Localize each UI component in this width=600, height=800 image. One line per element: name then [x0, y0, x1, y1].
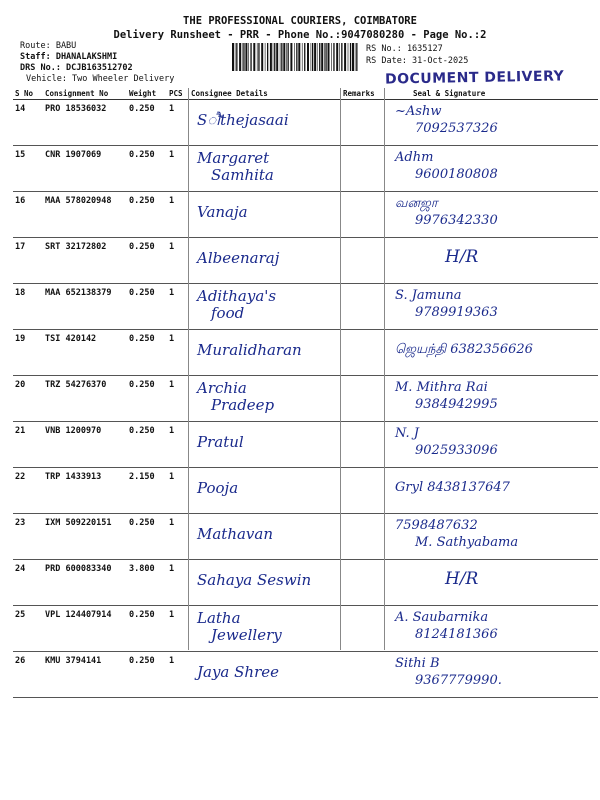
consignee-cell: [189, 560, 341, 606]
signature-handwriting: 7598487632: [395, 518, 478, 533]
consignment-no-cell: TSI 420142: [43, 330, 127, 376]
signature-cell: [385, 514, 598, 560]
column-divider: [188, 88, 189, 650]
sno-cell: 22: [13, 468, 43, 514]
consignment-no-cell: SRT 32172802: [43, 238, 127, 284]
consignee-handwriting: Vanaja: [197, 203, 248, 221]
signature-handwriting: M. Sathyabama: [415, 535, 519, 550]
signature-handwriting: 9789919363: [415, 305, 498, 320]
sno-cell: 23: [13, 514, 43, 560]
remarks-cell: [341, 376, 385, 422]
consignee-handwriting: Jewellery: [211, 626, 282, 644]
remarks-cell: [341, 560, 385, 606]
document-delivery-stamp: DOCUMENT DELIVERY: [384, 68, 565, 88]
signature-handwriting: 9025933096: [415, 443, 498, 458]
vehicle-label: Vehicle: Two Wheeler Delivery: [26, 74, 175, 84]
weight-cell: 0.250: [127, 146, 167, 192]
signature-handwriting: A. Saubarnika: [395, 610, 489, 625]
consignee-handwriting: Muralidharan: [197, 341, 302, 359]
pcs-cell: 1: [167, 514, 189, 560]
consignment-no-cell: PRD 600083340: [43, 560, 127, 606]
pcs-cell: 1: [167, 192, 189, 238]
sno-cell: 14: [13, 100, 43, 146]
sno-cell: 26: [13, 652, 43, 698]
table-row: [13, 560, 598, 606]
runsheet-table: [13, 88, 598, 698]
consignee-cell: [189, 238, 341, 284]
remarks-cell: [341, 330, 385, 376]
signature-handwriting: 7092537326: [415, 121, 498, 136]
pcs-cell: 1: [167, 606, 189, 652]
consignment-no-cell: TRP 1433913: [43, 468, 127, 514]
signature-handwriting: 8124181366: [415, 627, 498, 642]
pcs-cell: 1: [167, 238, 189, 284]
sno-cell: 21: [13, 422, 43, 468]
signature-handwriting: H/R: [445, 247, 479, 267]
weight-cell: 0.250: [127, 376, 167, 422]
sno-cell: 25: [13, 606, 43, 652]
weight-cell: 0.250: [127, 192, 167, 238]
consignee-handwriting: Archia: [197, 379, 247, 397]
signature-handwriting: 9367779990.: [415, 673, 502, 688]
signature-cell: [385, 468, 598, 514]
table-row: [13, 606, 598, 652]
weight-cell: 3.800: [127, 560, 167, 606]
pcs-cell: 1: [167, 422, 189, 468]
consignee-cell: [189, 192, 341, 238]
pcs-cell: 1: [167, 284, 189, 330]
signature-cell: [385, 238, 598, 284]
table-row: [13, 376, 598, 422]
signature-handwriting: வனஜா: [395, 196, 438, 211]
consignee-cell: [189, 100, 341, 146]
weight-cell: 0.250: [127, 422, 167, 468]
remarks-cell: [341, 514, 385, 560]
consignment-no-cell: MAA 652138379: [43, 284, 127, 330]
table-row: [13, 100, 598, 146]
sno-cell: 17: [13, 238, 43, 284]
remarks-cell: [341, 238, 385, 284]
consignee-handwriting: Samhita: [211, 166, 274, 184]
rs-no-label: RS No.: 1635127: [366, 44, 443, 54]
route-label: Route: BABU: [20, 41, 77, 51]
column-divider: [340, 88, 341, 650]
sno-cell: 16: [13, 192, 43, 238]
table-row: [13, 652, 598, 698]
remarks-cell: [341, 468, 385, 514]
pcs-cell: 1: [167, 330, 189, 376]
pcs-cell: 1: [167, 652, 189, 698]
table-row: [13, 192, 598, 238]
col-header-consignment: Consignment No: [43, 88, 127, 100]
weight-cell: 0.250: [127, 514, 167, 560]
consignee-handwriting: food: [211, 304, 245, 322]
signature-handwriting: ஜெயந்தி 6382356626: [395, 342, 533, 357]
weight-cell: 0.250: [127, 238, 167, 284]
column-divider: [384, 88, 385, 650]
signature-cell: [385, 100, 598, 146]
signature-cell: [385, 192, 598, 238]
consignee-handwriting: Pradeep: [211, 396, 275, 414]
weight-cell: 0.250: [127, 100, 167, 146]
signature-handwriting: 9600180808: [415, 167, 498, 182]
consignee-cell: [189, 468, 341, 514]
table-row: [13, 330, 598, 376]
signature-cell: [385, 560, 598, 606]
staff-label: Staff: DHANALAKSHMI: [20, 52, 118, 62]
consignment-no-cell: VNB 1200970: [43, 422, 127, 468]
remarks-cell: [341, 652, 385, 698]
weight-cell: 0.250: [127, 652, 167, 698]
signature-cell: [385, 146, 598, 192]
signature-cell: [385, 284, 598, 330]
signature-cell: [385, 330, 598, 376]
weight-cell: 0.250: [127, 284, 167, 330]
consignee-handwriting: Pratul: [197, 433, 244, 451]
consignment-no-cell: TRZ 54276370: [43, 376, 127, 422]
consignee-cell: [189, 606, 341, 652]
table-row: [13, 422, 598, 468]
weight-cell: 2.150: [127, 468, 167, 514]
consignment-no-cell: CNR 1907069: [43, 146, 127, 192]
consignee-cell: [189, 146, 341, 192]
consignee-handwriting: Margaret: [197, 149, 270, 167]
consignee-cell: [189, 422, 341, 468]
consignment-no-cell: PRO 18536032: [43, 100, 127, 146]
signature-cell: [385, 376, 598, 422]
sno-cell: 18: [13, 284, 43, 330]
pcs-cell: 1: [167, 468, 189, 514]
signature-handwriting: M. Mithra Rai: [395, 380, 488, 395]
col-header-consignee: Consignee Details: [189, 88, 341, 100]
col-header-remarks: Remarks: [341, 88, 385, 100]
signature-handwriting: 9976342330: [415, 213, 498, 228]
signature-handwriting: Gryl 8438137647: [395, 480, 510, 495]
consignment-no-cell: KMU 3794141: [43, 652, 127, 698]
consignment-no-cell: IXM 509220151: [43, 514, 127, 560]
consignee-cell: [189, 284, 341, 330]
rs-date-label: RS Date: 31-Oct-2025: [366, 56, 469, 66]
remarks-cell: [341, 192, 385, 238]
sno-cell: 15: [13, 146, 43, 192]
consignee-cell: [189, 330, 341, 376]
signature-handwriting: Sithi B: [395, 656, 440, 671]
pcs-cell: 1: [167, 100, 189, 146]
weight-cell: 0.250: [127, 606, 167, 652]
signature-handwriting: S. Jamuna: [395, 288, 462, 303]
remarks-cell: [341, 284, 385, 330]
consignment-no-cell: MAA 578020948: [43, 192, 127, 238]
pcs-cell: 1: [167, 560, 189, 606]
consignee-handwriting: Mathavan: [197, 525, 274, 543]
signature-cell: [385, 422, 598, 468]
drs-no-label: DRS No.: DCJB163512702: [20, 63, 133, 73]
col-header-weight: Weight: [127, 88, 167, 100]
sno-cell: 19: [13, 330, 43, 376]
runsheet-title: Delivery Runsheet - PRR - Phone No.:9047080280 - Page No.:2: [113, 29, 487, 41]
table-row: [13, 468, 598, 514]
barcode-image: [232, 43, 358, 71]
col-header-sno: S No: [13, 88, 43, 100]
signature-handwriting: 9384942995: [415, 397, 498, 412]
remarks-cell: [341, 100, 385, 146]
table-header-row: [13, 88, 598, 100]
consignee-cell: [189, 514, 341, 560]
pcs-cell: 1: [167, 376, 189, 422]
consignee-handwriting: Pooja: [197, 479, 239, 497]
table-row: [13, 146, 598, 192]
consignee-cell: [189, 652, 341, 698]
consignee-handwriting: Albeenaraj: [197, 249, 280, 267]
signature-handwriting: N. J: [395, 426, 420, 441]
signature-cell: [385, 652, 598, 698]
consignee-handwriting: Latha: [197, 609, 241, 627]
table-row: [13, 284, 598, 330]
col-header-seal: Seal & Signature: [385, 88, 598, 100]
company-title: THE PROFESSIONAL COURIERS, COIMBATORE: [183, 15, 417, 27]
consignee-handwriting: Jaya Shree: [197, 663, 280, 681]
table-row: [13, 514, 598, 560]
table-row: [13, 238, 598, 284]
pcs-cell: 1: [167, 146, 189, 192]
consignee-handwriting: Adithaya's: [197, 287, 277, 305]
signature-cell: [385, 606, 598, 652]
remarks-cell: [341, 606, 385, 652]
signature-handwriting: ~Ashw: [395, 104, 442, 119]
remarks-cell: [341, 146, 385, 192]
consignee-handwriting: Sौthejasaai: [197, 111, 289, 129]
remarks-cell: [341, 422, 385, 468]
consignment-no-cell: VPL 124407914: [43, 606, 127, 652]
signature-handwriting: H/R: [445, 569, 479, 589]
sno-cell: 20: [13, 376, 43, 422]
consignee-handwriting: Sahaya Seswin: [197, 571, 312, 589]
col-header-pcs: PCS: [167, 88, 189, 100]
consignee-cell: [189, 376, 341, 422]
weight-cell: 0.250: [127, 330, 167, 376]
signature-handwriting: Adhm: [395, 150, 434, 165]
sno-cell: 24: [13, 560, 43, 606]
